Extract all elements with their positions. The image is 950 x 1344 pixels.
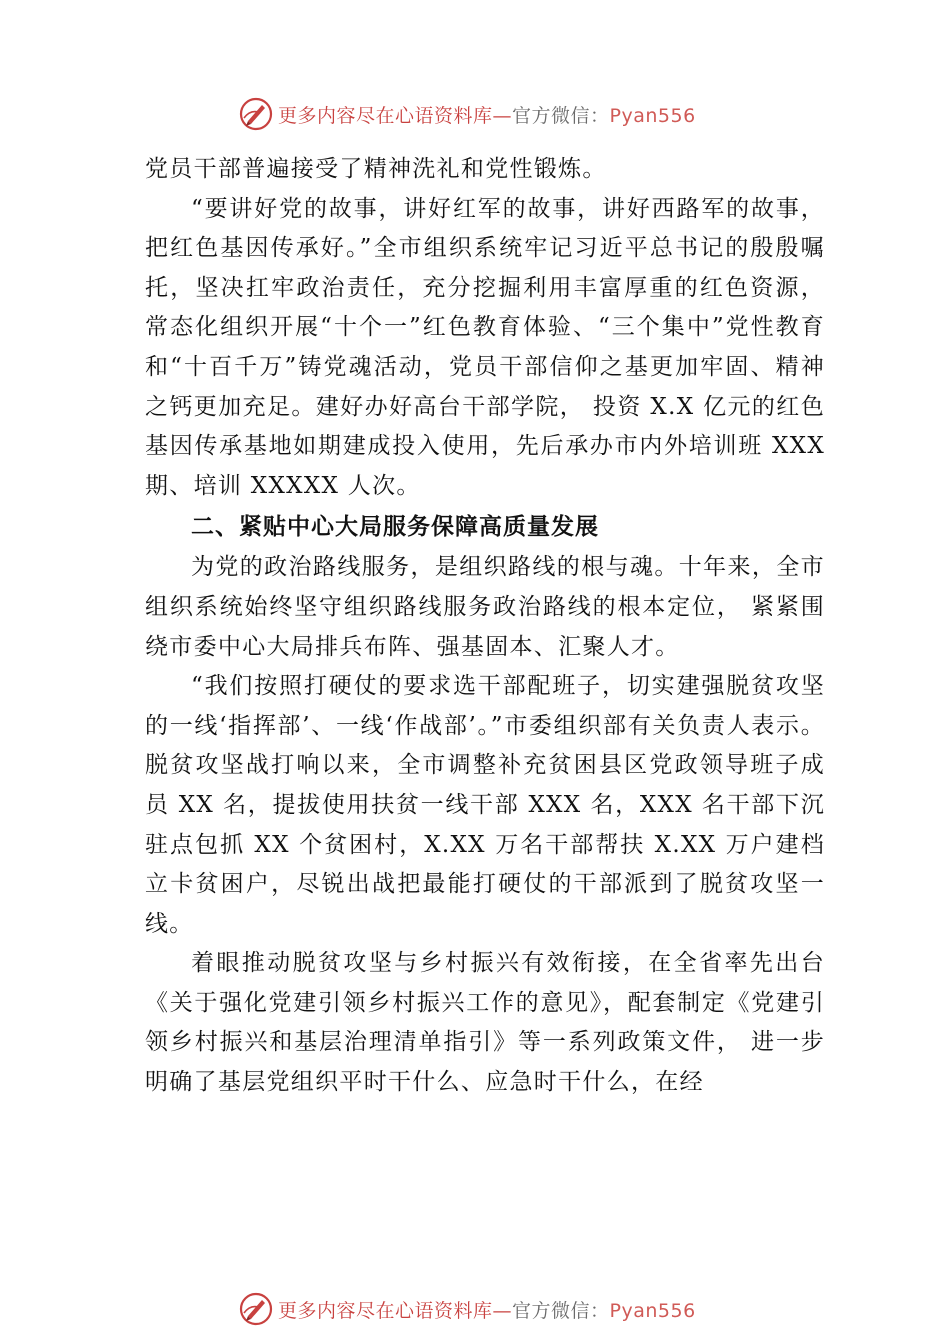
watermark-text: 更多内容尽在心语资料库—官方微信：Pyan556 [278, 1299, 696, 1322]
paragraph-political-line: 为党的政治路线服务，是组织路线的根与魂。十年来，全市组织系统始终坚守组织路线服务政治路线的根本定位， 紧紧围绕市委中心大局排兵布阵、强基固本、汇聚人才。 [145, 554, 825, 660]
document-body [145, 150, 825, 1103]
paragraph-continued: 党员干部普遍接受了精神洗礼和党性锻炼。 [145, 156, 607, 182]
paragraph-poverty-alleviation: “我们按照打硬仗的要求选干部配班子，切实建强脱贫攻坚的一线‘指挥部’、一线‘作战部’。”市委组织部有关负责人表示。脱贫攻坚战打响以来，全市调整补充贫困县区党政领导班子成员 XX 名，提拔使用扶贫一线干部 XXX 名，XXX 名干部下沉驻点包抓 XX 个贫困村，X.XX 万名干部帮扶 X.XX 万户建档立卡贫困户，尽锐出战把最能打硬仗的干部派到了脱贫攻坚一线。 [145, 673, 825, 937]
watermark-header [238, 94, 758, 134]
section-heading: 二、紧贴中心大局服务保障高质量发展 [191, 514, 599, 541]
pen-logo-icon [238, 1291, 274, 1327]
pen-logo-icon [238, 96, 274, 132]
watermark-footer [238, 1289, 758, 1329]
paragraph-rural-revitalization: 着眼推动脱贫攻坚与乡村振兴有效衔接，在全省率先出台《关于强化党建引领乡村振兴工作的意见》，配套制定《党建引领乡村振兴和基层治理清单指引》等一系列政策文件， 进一步明确了基层党组织平时干什么、应急时干什么，在经 [145, 950, 825, 1096]
watermark-text: 更多内容尽在心语资料库—官方微信：Pyan556 [278, 104, 696, 127]
paragraph-red-gene: “要讲好党的故事，讲好红军的故事，讲好西路军的故事，把红色基因传承好。”全市组织系统牢记习近平总书记的殷殷嘱托，坚决扛牢政治责任，充分挖掘利用丰富厚重的红色资源，常态化组织开展“十个一”红色教育体验、“三个集中”党性教育和“十百千万”铸党魂活动，党员干部信仰之基更加牢固、精神之钙更加充足。建好办好高台干部学院， 投资 X.X 亿元的红色基因传承基地如期建成投入使用，先后承办市内外培训班 XXX 期、培训 XXXXX 人次。 [145, 195, 825, 499]
